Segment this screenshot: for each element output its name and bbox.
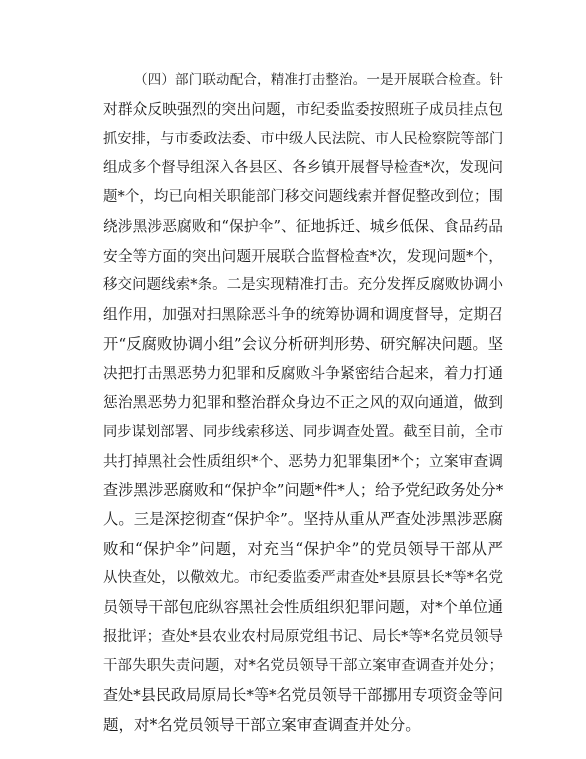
text-line-3: 抓安排，与市委政法委、市中级人民法院、市人民检察院等部门 xyxy=(103,130,504,147)
text-line-9: 组作用，加强对扫黑除恶斗争的统筹协调和调度督导，定期召 xyxy=(103,306,503,324)
text-line-8: 移交问题线索*条。二是实现精准打击。充分发挥反腐败协调小 xyxy=(103,277,503,294)
text-line-7: 安全等方面的突出问题开展联合监督检查*次，发现问题*个， xyxy=(103,247,503,265)
text-line-15: 查涉黑涉恶腐败和“保护伞”问题*件*人；给予党纪政务处分* xyxy=(103,481,504,500)
body-paragraph xyxy=(103,66,503,740)
text-line-1: （四）部门联动配合，精准打击整治。一是开展联合检查。针 xyxy=(134,72,503,88)
text-line-17: 败和“保护伞”问题，对充当“保护伞”的党员领导干部从严 xyxy=(103,539,503,558)
text-line-4: 组成多个督导组深入各县区、各乡镇开展督导检查*次，发现问 xyxy=(103,159,503,176)
text-line-19: 员领导干部包庇纵容黑社会性质组织犯罪问题，对*个单位通 xyxy=(103,598,503,617)
text-line-20: 报批评；查处*县农业农村局原党组书记、局长*等*名党员领导 xyxy=(103,628,503,645)
text-line-2: 对群众反映强烈的突出问题，市纪委监委按照班子成员挂点包 xyxy=(103,101,503,119)
text-line-10: 开“反腐败协调小组”会议分析研判形势、研究解决问题。坚 xyxy=(103,334,503,353)
text-line-22: 查处*县民政局原局长*等*名党员领导干部挪用专项资金等问 xyxy=(103,686,503,705)
text-line-18: 从快查处，以儆效尤。市纪委监委严肃查处*县原县长*等*名党 xyxy=(103,570,503,587)
text-line-11: 决把打击黑恶势力犯罪和反腐败斗争紧密结合起来，着力打通 xyxy=(103,364,503,382)
text-line-23: 题，对*名党员领导干部立案审查调查并处分。 xyxy=(103,715,421,734)
text-line-13: 同步谋划部署、同步线索移送、同步调查处置。截至目前，全市 xyxy=(103,423,504,440)
text-line-21: 干部失职失责问题，对*名党员领导干部立案审查调查并处分； xyxy=(103,657,503,674)
text-line-6: 绕涉黑涉恶腐败和“保护伞”、征地拆迁、城乡低保、食品药品 xyxy=(103,218,503,236)
text-line-5: 题*个，均已向相关职能部门移交问题线索并督促整改到位；围 xyxy=(103,189,503,206)
text-line-14: 共打掉黑社会性质组织*个、恶势力犯罪集团*个；立案审查调 xyxy=(103,452,503,470)
text-line-12: 惩治黑恶势力犯罪和整治群众身边不正之风的双向通道，做到 xyxy=(103,394,503,412)
text-line-16: 人。三是深挖彻查“保护伞”。坚持从重从严查处涉黑涉恶腐 xyxy=(103,510,503,529)
